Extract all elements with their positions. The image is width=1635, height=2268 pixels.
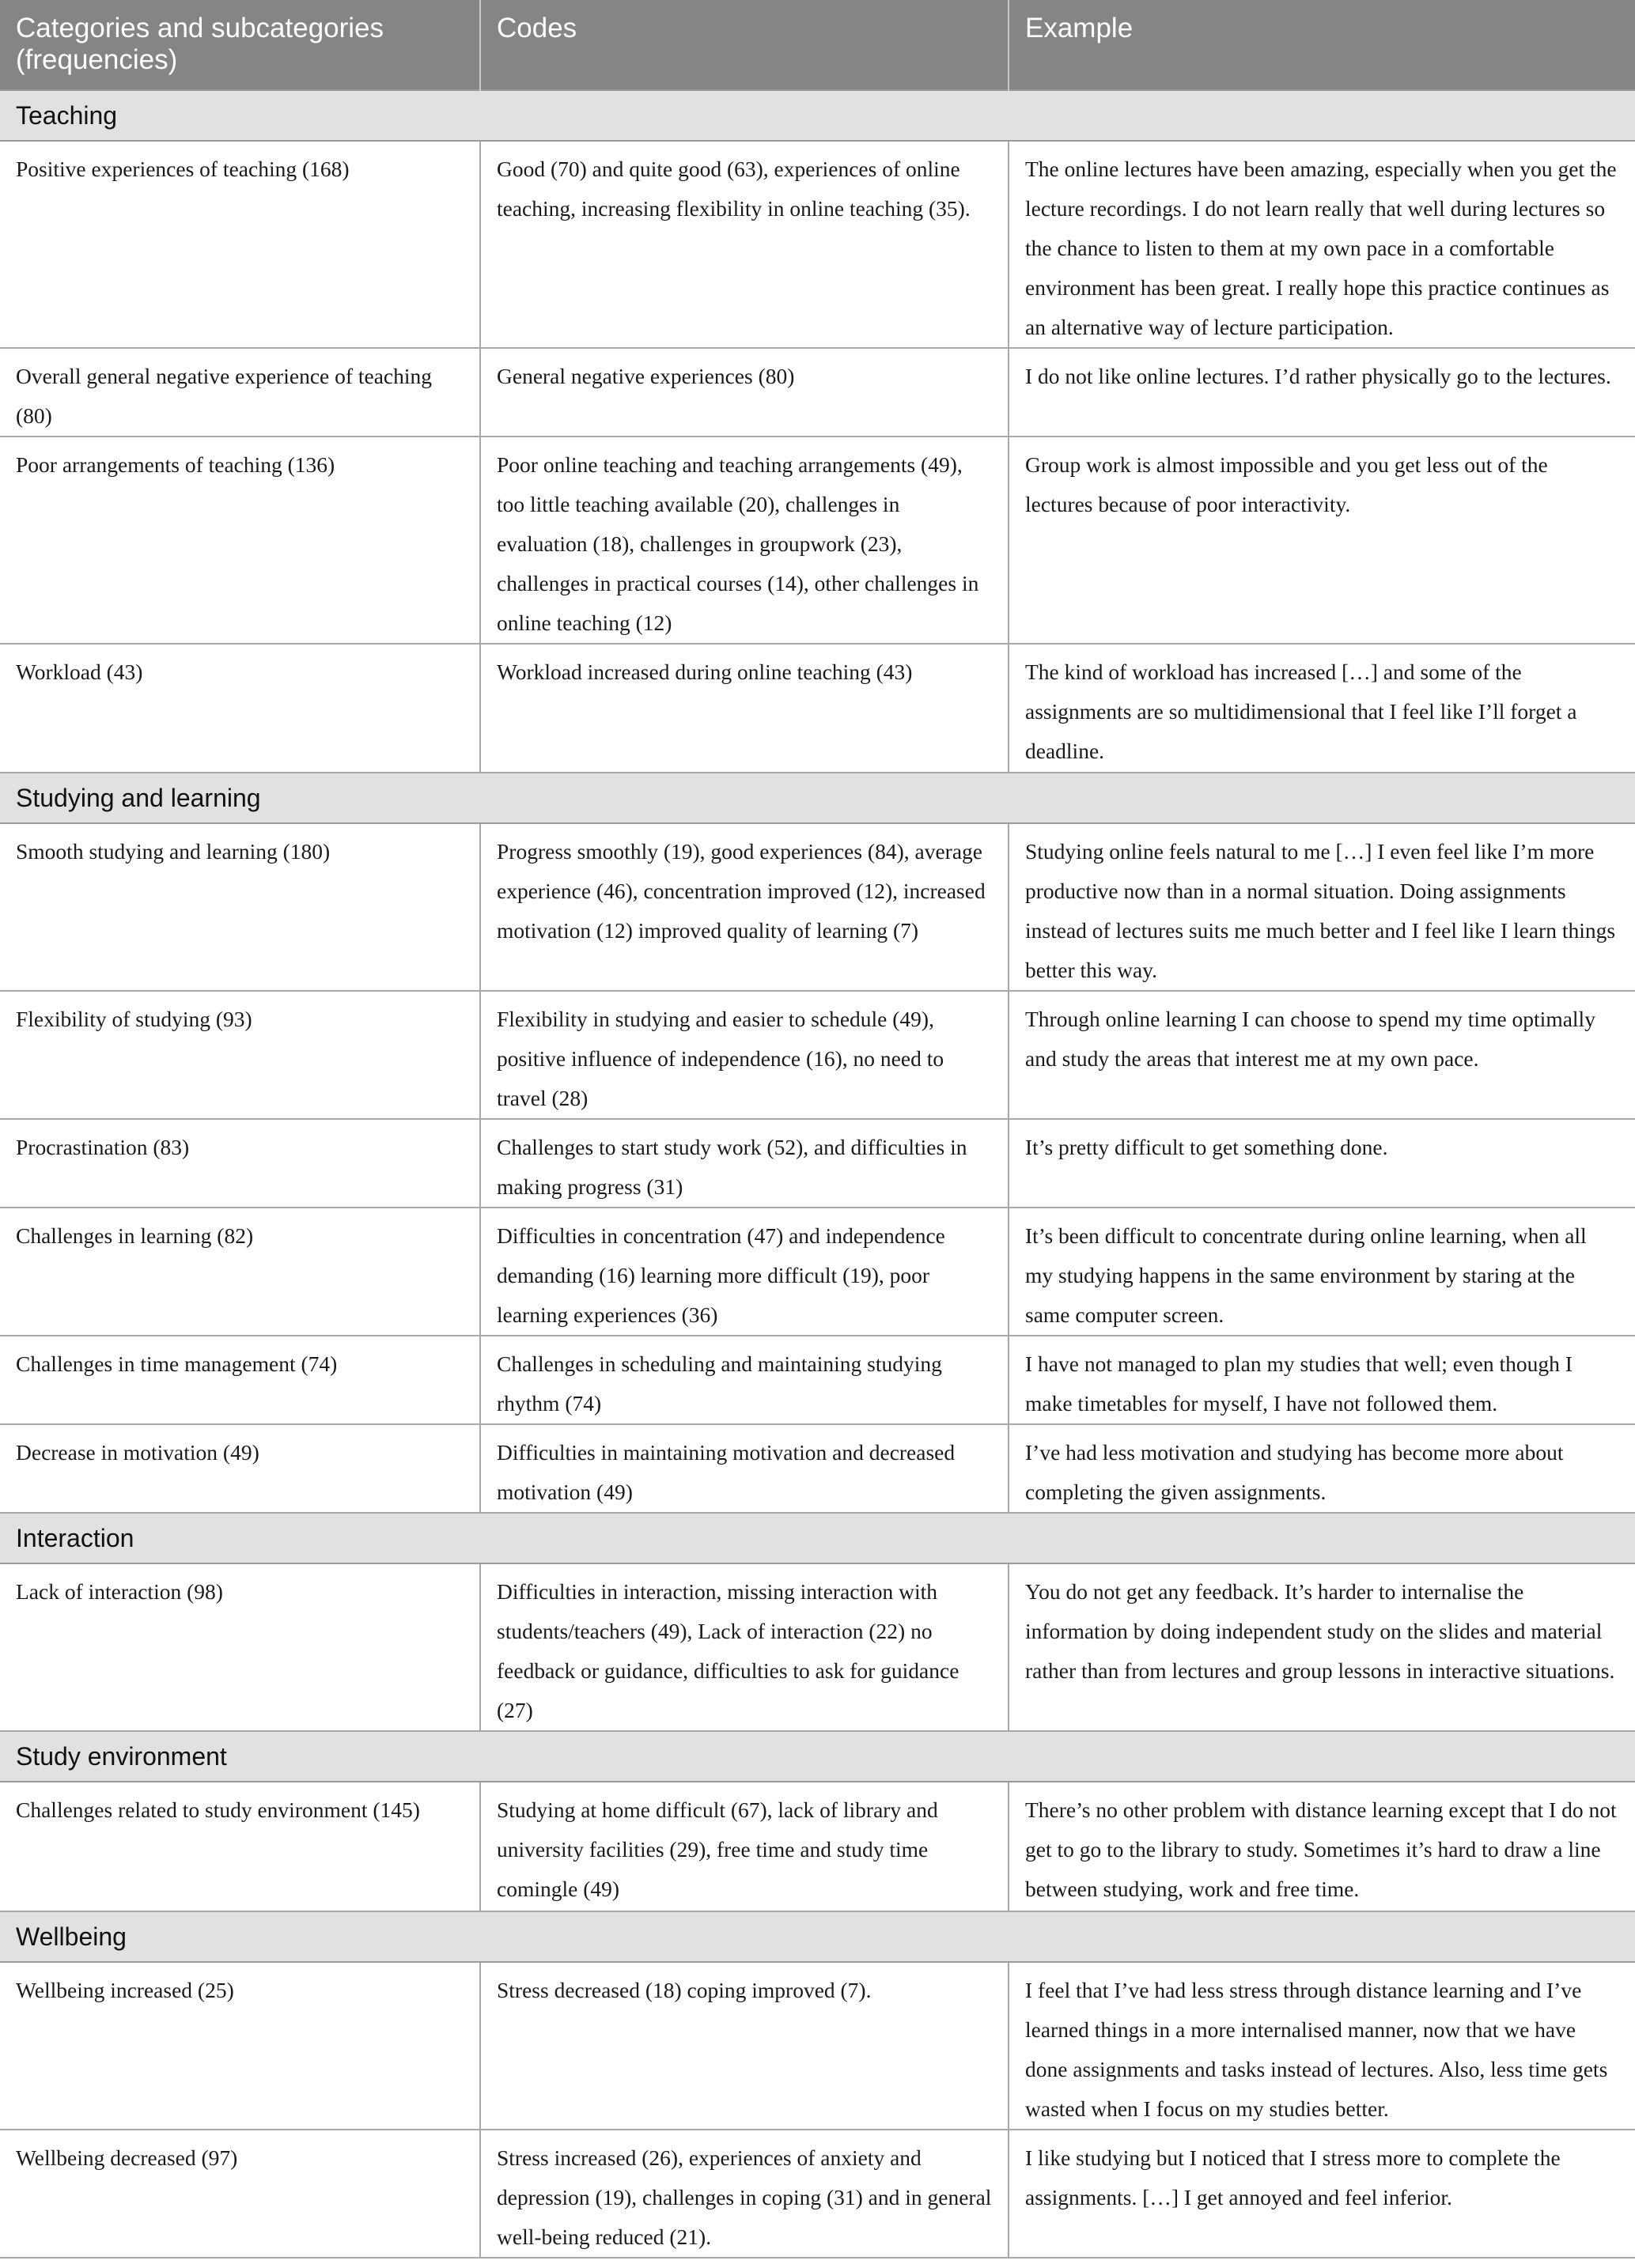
section-row-interaction [0,1513,1635,1563]
codes-cell: Difficulties in interaction, missing interaction with students/teachers (49), Lack of interaction (22) no feedback or guidance, difficulties to ask for guidance (27) [480,1563,1009,1731]
table-row [0,644,1635,773]
section-row-wellbeing [0,1911,1635,1962]
table-row [0,1782,1635,1911]
codes-cell: Poor online teaching and teaching arrangements (49), too little teaching available (20), challenges in evaluation (18), challenges in groupwork (23), challenges in practical courses (14), other challenges in online teaching (12) [480,437,1009,644]
table-row [0,1424,1635,1513]
category-cell: Decrease in motivation (49) [0,1424,480,1513]
example-cell: It’s been difficult to concentrate during online learning, when all my studying happens in the same environment by staring at the same computer screen. [1009,1208,1635,1336]
example-cell: I feel that I’ve had less stress through distance learning and I’ve learned things in a more internalised manner, now that we have done assignments and tasks instead of lectures. Also, less time gets wasted when I focus on my studies better. [1009,1962,1635,2130]
codes-cell: Difficulties in maintaining motivation and decreased motivation (49) [480,1424,1009,1513]
category-cell: Challenges in learning (82) [0,1208,480,1336]
example-cell: The online lectures have been amazing, especially when you get the lecture recordings. I do not learn really that well during lectures so the chance to listen to them at my own pace in a comfortable environment has been great. I really hope this practice continues as an alternative way of lecture participation. [1009,141,1635,348]
codes-cell: Good (70) and quite good (63), experiences of online teaching, increasing flexibility in online teaching (35). [480,141,1009,348]
category-cell: Challenges related to study environment (145) [0,1782,480,1911]
category-cell: Workload (43) [0,644,480,773]
example-cell: I do not like online lectures. I’d rather physically go to the lectures. [1009,348,1635,437]
example-cell: It’s pretty difficult to get something done. [1009,1119,1635,1208]
category-cell: Lack of interaction (98) [0,1563,480,1731]
category-cell: Procrastination (83) [0,1119,480,1208]
codes-cell: Progress smoothly (19), good experiences (84), average experience (46), concentration improved (12), increased motivation (12) improved quality of learning (7) [480,823,1009,991]
header-codes: Codes [480,0,1009,90]
table-row [0,2130,1635,2258]
section-row-study-environment [0,1731,1635,1782]
codes-cell: Challenges to start study work (52), and difficulties in making progress (31) [480,1119,1009,1208]
section-title: Wellbeing [0,1911,1635,1962]
example-cell: There’s no other problem with distance learning except that I do not get to go to the library to study. Sometimes it’s hard to draw a line between studying, work and free time. [1009,1782,1635,1911]
table-row [0,1336,1635,1424]
codes-cell: Studying at home difficult (67), lack of library and university facilities (29), free time and study time comingle (49) [480,1782,1009,1911]
example-cell: I have not managed to plan my studies that well; even though I make timetables for myself, I have not followed them. [1009,1336,1635,1424]
section-title: Studying and learning [0,773,1635,823]
header-example: Example [1009,0,1635,90]
table-row [0,348,1635,437]
table-row [0,141,1635,348]
example-cell: You do not get any feedback. It’s harder to internalise the information by doing independent study on the slides and material rather than from lectures and group lessons in interactive situations. [1009,1563,1635,1731]
table-row [0,991,1635,1119]
codes-cell: Flexibility in studying and easier to schedule (49), positive influence of independence (16), no need to travel (28) [480,991,1009,1119]
category-cell: Wellbeing increased (25) [0,1962,480,2130]
codes-cell: Stress decreased (18) coping improved (7). [480,1962,1009,2130]
example-cell: I’ve had less motivation and studying has become more about completing the given assignments. [1009,1424,1635,1513]
codes-cell: Challenges in scheduling and maintaining studying rhythm (74) [480,1336,1009,1424]
table-row [0,1119,1635,1208]
category-cell: Challenges in time management (74) [0,1336,480,1424]
section-title: Study environment [0,1731,1635,1782]
category-cell: Positive experiences of teaching (168) [0,141,480,348]
codes-cell: General negative experiences (80) [480,348,1009,437]
example-cell: I like studying but I noticed that I stress more to complete the assignments. […] I get annoyed and feel inferior. [1009,2130,1635,2258]
example-cell: Studying online feels natural to me […] I even feel like I’m more productive now than in a normal situation. Doing assignments instead of lectures suits me much better and I feel like I learn things better this way. [1009,823,1635,991]
table-row [0,437,1635,644]
category-cell: Poor arrangements of teaching (136) [0,437,480,644]
category-cell: Overall general negative experience of teaching (80) [0,348,480,437]
table-row [0,1563,1635,1731]
category-cell: Wellbeing decreased (97) [0,2130,480,2258]
table-row [0,823,1635,991]
section-title: Interaction [0,1513,1635,1563]
category-cell: Flexibility of studying (93) [0,991,480,1119]
section-row-studying-and-learning [0,773,1635,823]
codes-cell: Workload increased during online teaching (43) [480,644,1009,773]
table-header-row [0,0,1635,90]
codes-cell: Difficulties in concentration (47) and independence demanding (16) learning more difficult (19), poor learning experiences (36) [480,1208,1009,1336]
category-cell: Smooth studying and learning (180) [0,823,480,991]
example-cell: Group work is almost impossible and you get less out of the lectures because of poor interactivity. [1009,437,1635,644]
table-row [0,1962,1635,2130]
example-cell: The kind of workload has increased […] and some of the assignments are so multidimensional that I feel like I’ll forget a deadline. [1009,644,1635,773]
table-row [0,1208,1635,1336]
section-row-teaching [0,90,1635,141]
section-title: Teaching [0,90,1635,141]
header-categories: Categories and subcategories (frequencies) [0,0,480,90]
codes-cell: Stress increased (26), experiences of anxiety and depression (19), challenges in coping (31) and in general well-being reduced (21). [480,2130,1009,2258]
example-cell: Through online learning I can choose to spend my time optimally and study the areas that interest me at my own pace. [1009,991,1635,1119]
